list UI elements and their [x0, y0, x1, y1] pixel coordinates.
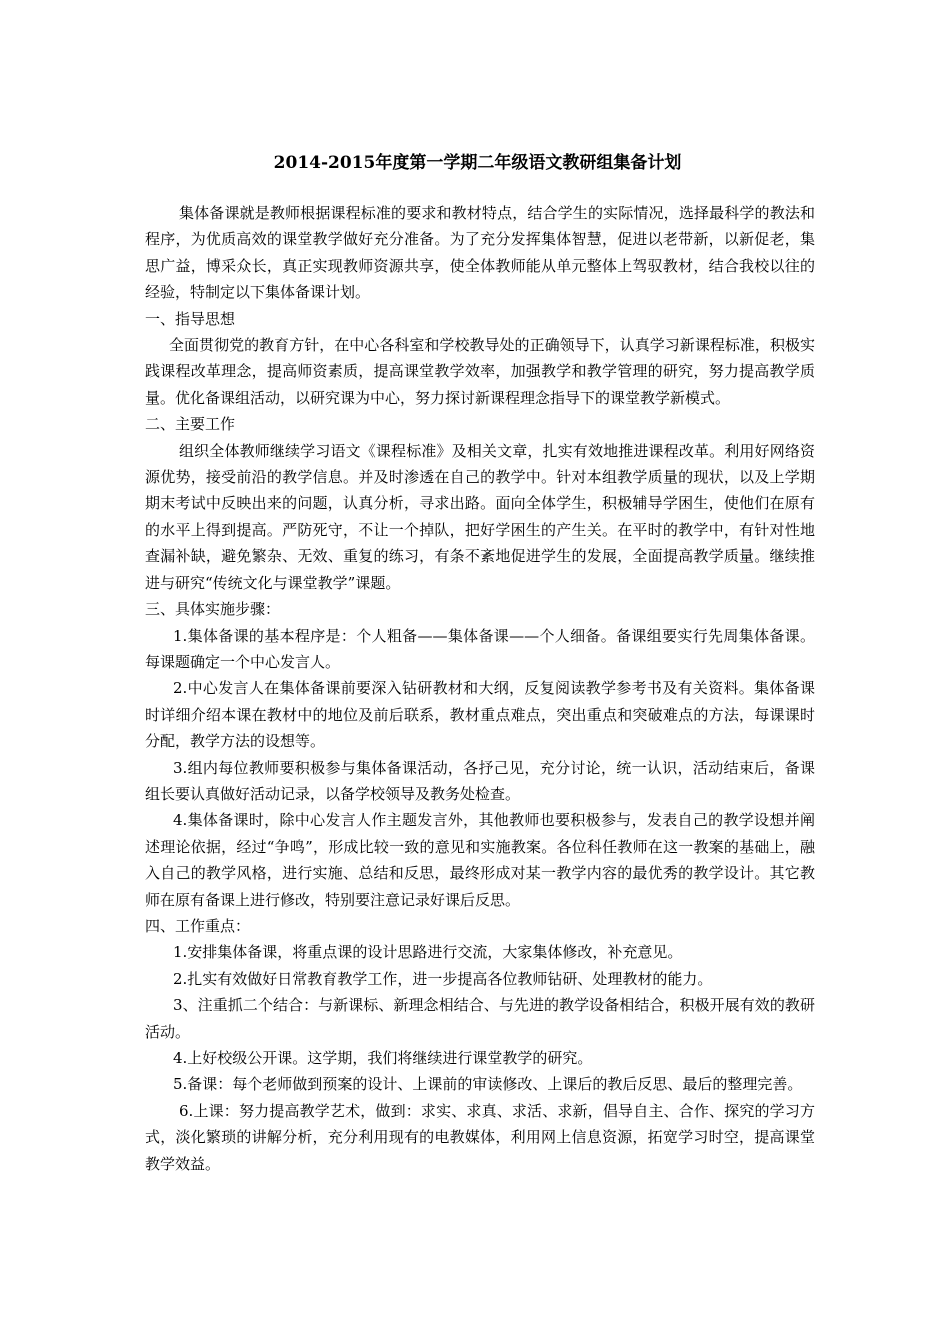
work-focus-item: 5.备课：每个老师做到预案的设计、上课前的审读修改、上课后的教后反思、最后的整理完善。: [173, 1075, 803, 1094]
implementation-step-item: 3.组内每位教师要积极参与集体备课活动，各抒己见，充分讨论，统一认识，活动结束后，备课组长要认真做好活动记录，以备学校领导及教务处检查。: [145, 758, 815, 803]
main-work-paragraph: 组织全体教师继续学习语文《课程标准》及相关文章，扎实有效地推进课程改革。利用好网络资源优势，接受前沿的教学信息。并及时渗透在自己的教学中。针对本组教学质量的现状，以及上学期期末考试中反映出来的问题，认真分析，寻求出路。面向全体学生，积极辅导学困生，使他们在原有的水平上得到提高。严防死守，不让一个掉队，把好学困生的产生关。在平时的教学中，有针对性地查漏补缺，避免繁杂、无效、重复的练习，有条不紊地促进学生的发展，全面提高教学质量。继续推进与研究“传统文化与课堂教学”课题。: [145, 441, 815, 592]
section-heading-work-focus: 四、工作重点：: [145, 916, 251, 935]
work-focus-item: 4.上好校级公开课。这学期，我们将继续进行课堂教学的研究。: [173, 1049, 593, 1067]
section-heading-implementation-steps: 三、具体实施步骤：: [145, 600, 281, 619]
guiding-ideology-paragraph: 全面贯彻党的教育方针，在中心各科室和学校教导处的正确领导下，认真学习新课程标准，积极实践课程改革理念，提高师资素质，提高课堂教学效率，加强教学和教学管理的研究，努力提高教学质量。优化备课组活动，以研究课为中心，努力探讨新课程理念指导下的课堂教学新模式。: [145, 336, 815, 407]
intro-paragraph: 集体备课就是教师根据课程标准的要求和教材特点，结合学生的实际情况，选择最科学的教法和程序，为优质高效的课堂教学做好充分准备。为了充分发挥集体智慧，促进以老带新，以新促老，集思广益，博采众长，真正实现教师资源共享，使全体教师能从单元整体上驾驭教材，结合我校以往的经验，特制定以下集体备课计划。: [145, 204, 815, 302]
implementation-step-item: 2.中心发言人在集体备课前要深入钻研教材和大纲，反复阅读教学参考书及有关资料。集体备课时详细介绍本课在教材中的地位及前后联系，教材重点难点，突出重点和突破难点的方法，每课课时分配，教学方法的设想等。: [145, 679, 815, 751]
work-focus-item: 1.安排集体备课，将重点课的设计思路进行交流，大家集体修改，补充意见。: [173, 943, 683, 962]
document-title: 2014-2015年度第一学期二年级语文教研组集备计划: [273, 153, 682, 173]
section-heading-main-work: 二、主要工作: [145, 415, 236, 434]
section-heading-guiding-ideology: 一、指导思想: [145, 309, 236, 328]
work-focus-item: 6.上课：努力提高教学艺术，做到：求实、求真、求活、求新，倡导自主、合作、探究的学习方式，淡化繁琐的讲解分析，充分利用现有的电教媒体，利用网上信息资源，拓宽学习时空，提高课堂教学效益。: [145, 1101, 815, 1173]
work-focus-item: 3、注重抓二个结合：与新课标、新理念相结合、与先进的教学设备相结合，积极开展有效的教研活动。: [145, 996, 815, 1041]
implementation-step-item: 1.集体备课的基本程序是：个人粗备——集体备课——个人细备。备课组要实行先周集体备课。每课题确定一个中心发言人。: [145, 626, 815, 671]
document-body: [145, 200, 815, 1177]
implementation-step-item: 4.集体备课时，除中心发言人作主题发言外，其他教师也要积极参与，发表自己的教学设想并阐述理论依据，经过“争鸣”，形成比较一致的意见和实施教案。各位科任教师在这一教案的基础上，融入自己的教学风格，进行实施、总结和反思，最终形成对某一教学内容的最优秀的教学设计。其它教师在原有备课上进行修改，特别要注意记录好课后反思。: [145, 811, 815, 909]
work-focus-item: 2.扎实有效做好日常教育教学工作，进一步提高各位教师钻研、处理教材的能力。: [173, 969, 713, 988]
